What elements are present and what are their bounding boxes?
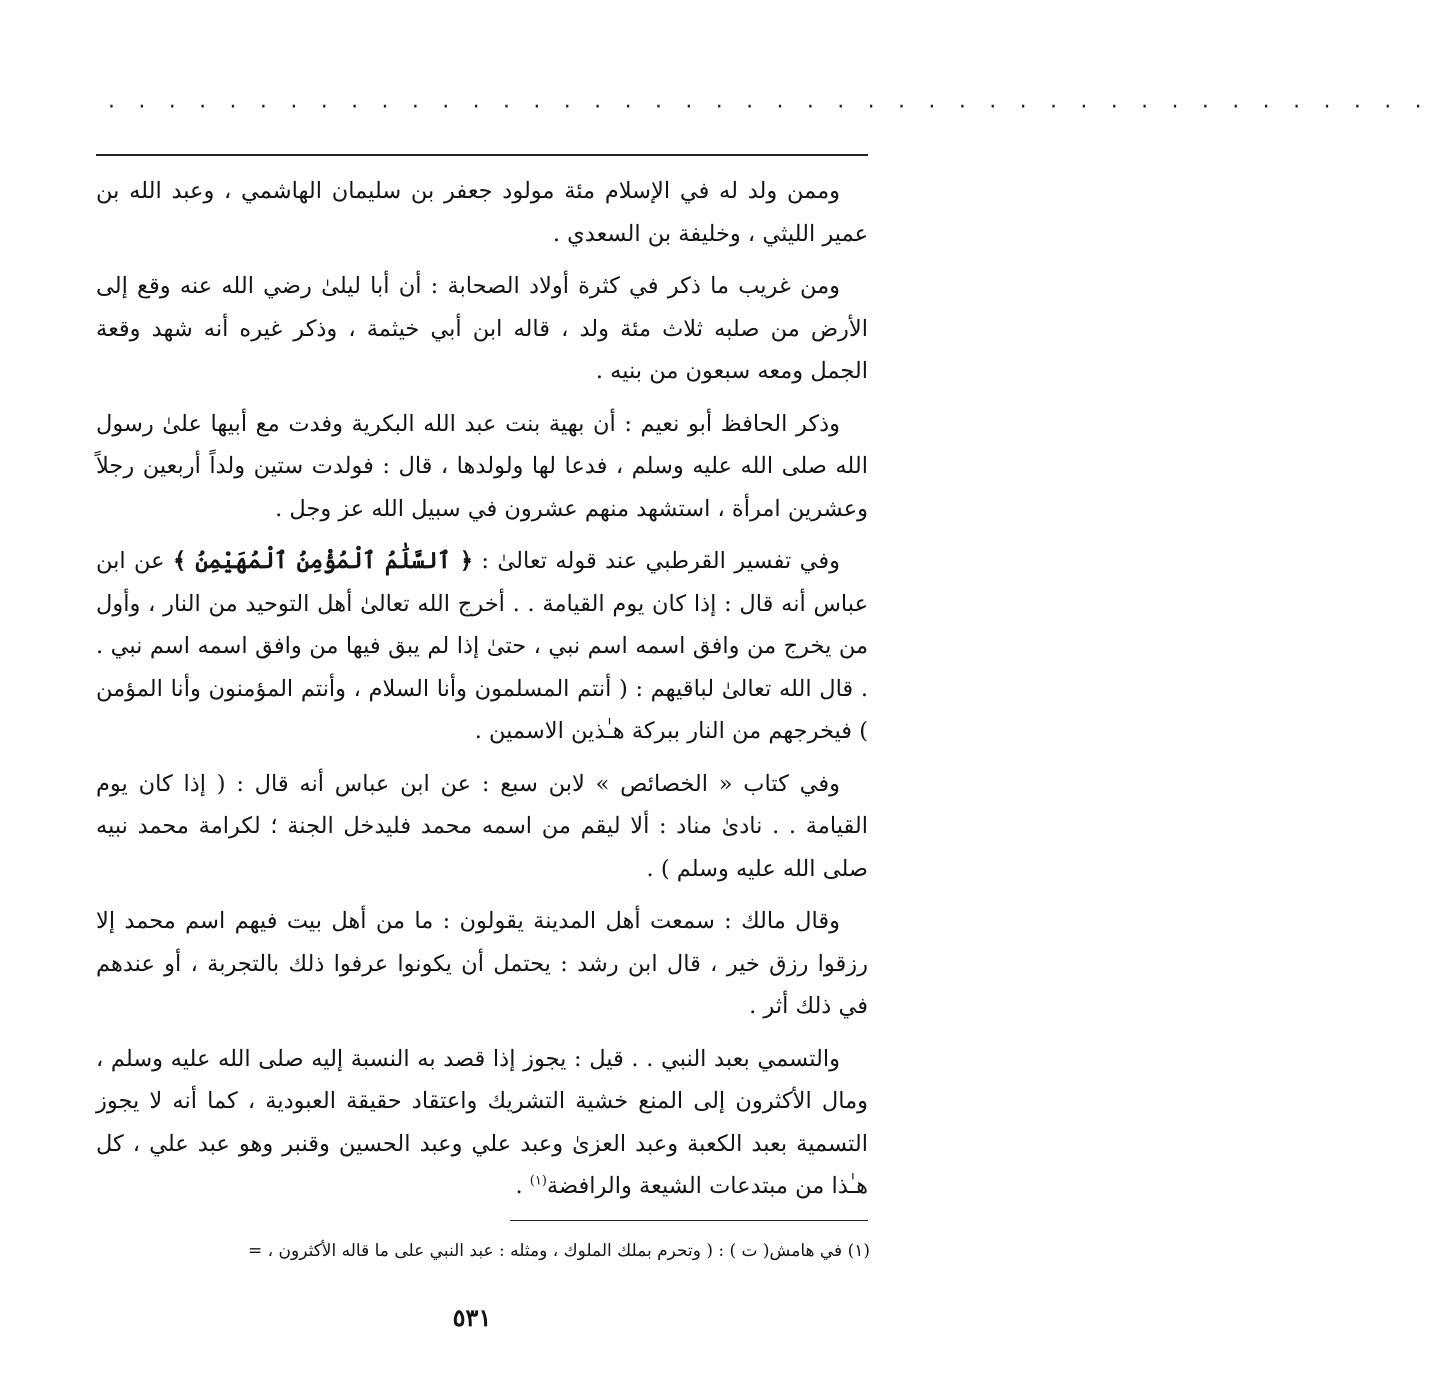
footnote: (١) في هامش( ت ) : ( وتحرم بملك الملوك ، ومثله : عبد النبي على ما قاله الأكثرون ، = xyxy=(247,1241,870,1261)
paragraph-2: ومن غريب ما ذكر في كثرة أولاد الصحابة : أن أبا ليلىٰ رضي الله عنه وقع إلى الأرض من صلبه ثلاث مئة ولد ، قاله ابن أبي خيثمة ، وذكر غيره أنه شهد وقعة الجمل ومعه سبعون من بنيه . xyxy=(96,273,868,384)
paragraph-4-rest: عن ابن عباس أنه قال : إذا كان يوم القيامة . . أخرج الله تعالىٰ أهل التوحيد من النار ، وأول من يخرج من وافق اسمه اسم نبي ، حتىٰ إذا لم يبق فيها من وافق اسمه اسم نبي . . قال الله تعالىٰ لباقيهم : ( أنتم المسلمون وأنا السلام ، وأنتم المؤمنون وأنا المؤمن ) فيخرجهم من النار ببركة هـٰذين الاسمين . xyxy=(96,548,868,744)
quran-verse: ﴿ ٱلسَّلَٰمُ ٱلْمُؤْمِنُ ٱلْمُهَيْمِنُ ﴾ xyxy=(173,548,474,574)
page-number: ٥٣١ xyxy=(452,1303,492,1332)
header-dotted-line: · · · · · · · · · · · · · · · · · · · · · · · · · · · · · · · · · · · · · · · · · · · · xyxy=(108,95,1430,120)
paragraph-5: وفي كتاب « الخصائص » لابن سبع : عن ابن عباس أنه قال : ( إذا كان يوم القيامة . . نادىٰ مناد : ألا ليقم من اسمه محمد فليدخل الجنة ؛ لكرامة محمد نبيه صلى الله عليه وسلم ) . xyxy=(96,770,868,882)
paragraph-4 xyxy=(96,540,868,753)
paragraph-7 xyxy=(96,1038,868,1208)
footnote-reference: (١) xyxy=(529,1173,547,1189)
paragraph-7-text: والتسمي بعبد النبي . . قيل : يجوز إذا قصد به النسبة إليه صلى الله عليه وسلم ، ومال الأكثرون إلى المنع خشية التشريك واعتقاد حقيقة العبودية ، كما أنه لا يجوز التسمية بعبد الكعبة وعبد العزىٰ وعبد علي وعبد الحسين وقنبر وهو عبد علي ، كل هـٰذا من مبتدعات الشيعة والرافضة xyxy=(96,1045,868,1199)
paragraph-6: وقال مالك : سمعت أهل المدينة يقولون : ما من أهل بيت فيهم اسم محمد إلا رزقوا رزق خير ، قال ابن رشد : يحتمل أن يكونوا عرفوا ذلك بالتجربة ، أو عندهم في ذلك أثر . xyxy=(96,908,868,1019)
paragraph-1: وممن ولد له في الإسلام مئة مولود جعفر بن سليمان الهاشمي ، وعبد الله بن عمير الليثي ، وخليفة بن السعدي . xyxy=(96,178,868,247)
paragraph-3: وذكر الحافظ أبو نعيم : أن بهية بنت عبد الله البكرية وفدت مع أبيها علىٰ رسول الله صلى الله عليه وسلم ، فدعا لها ولولدها ، قال : فولدت ستين ولداً أربعين رجلاً وعشرين امرأة ، استشهد منهم عشرون في سبيل الله عز وجل . xyxy=(96,410,868,522)
header-rule xyxy=(96,154,868,156)
paragraph-4-intro: وفي تفسير القرطبي عند قوله تعالىٰ : xyxy=(473,548,840,574)
paragraph-7-end: . xyxy=(515,1173,530,1199)
main-text xyxy=(96,170,868,1208)
footnote-rule xyxy=(510,1220,868,1221)
